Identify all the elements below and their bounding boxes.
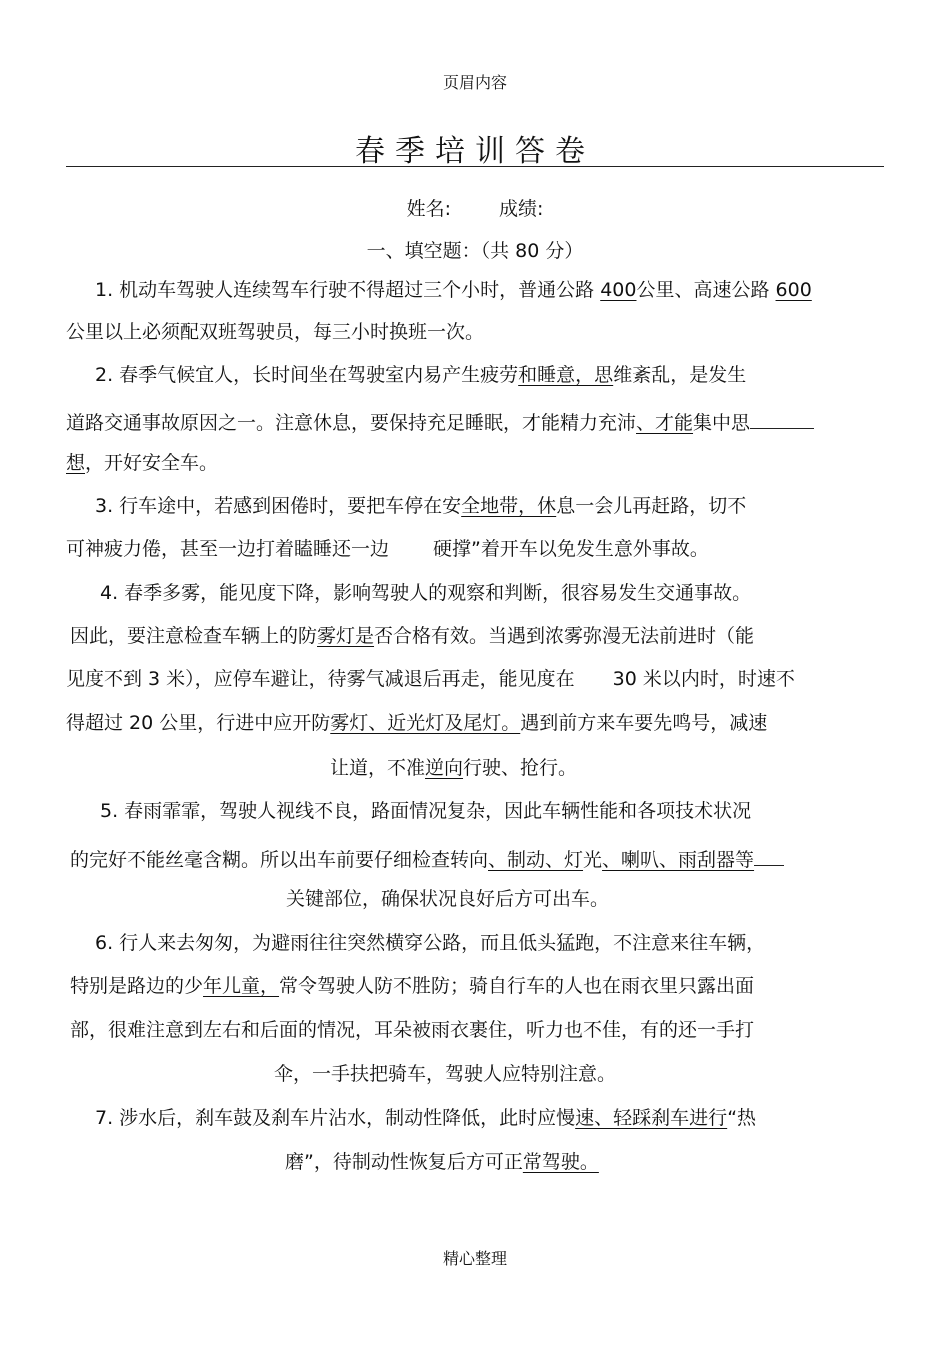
question-7-line-1	[95, 1107, 756, 1129]
question-6-line-3: 部，很难注意到左右和后面的情况，耳朵被雨衣裹住，听力也不佳，有的还一手打	[70, 1019, 755, 1041]
text-segment: 常令驾驶人防不胜防；骑自行车的人也在雨衣里只露出面	[279, 975, 755, 997]
answer-blank: 速、轻踩刹车进行	[575, 1107, 728, 1129]
document-title: 春季培训答卷	[355, 134, 595, 169]
text-segment: 行驶、抢行。	[463, 757, 578, 779]
text-segment: 让道，不准	[330, 757, 426, 779]
question-4-line-5	[330, 757, 577, 779]
answer-blank: 常驾驶。	[522, 1151, 599, 1173]
question-4-line-1: 4. 春季多雾，能见度下降，影响驾驶人的观察和判断，很容易发生交通事故。	[100, 582, 752, 604]
text-segment: 否合格有效。当遇到浓雾弥漫无法前进时（能	[374, 625, 755, 647]
text-segment: 维紊乱，是发生	[613, 364, 747, 386]
question-4-line-3: 见度不到 3 米），应停车避让，待雾气减退后再走，能见度在 30 米以内时，时速不	[66, 668, 795, 690]
answer-blank: 想	[66, 452, 86, 474]
text-segment: 的完好不能丝毫含糊。所以出车前要仔细检查转向	[70, 849, 489, 871]
question-6-line-4: 伞，一手扶把骑车，驾驶人应特别注意。	[274, 1063, 617, 1085]
question-5-line-1: 5. 春雨霏霏，驾驶人视线不良，路面情况复杂，因此车辆性能和各项技术状况	[100, 800, 752, 822]
section-heading: 一、填空题：（共 80 分）	[366, 240, 584, 262]
question-1-line-2: 公里以上必须配双班驾驶员，每三小时换班一次。	[66, 321, 485, 343]
answer-blank: 雾灯、近光灯及尾灯。	[330, 712, 521, 734]
answer-blank: 雾灯是	[317, 625, 375, 647]
name-label: 姓名:	[406, 198, 451, 220]
question-6-line-1: 6. 行人来去匆匆，为避雨往往突然横穿公路，而且低头猛跑，不注意来往车辆，	[95, 932, 766, 954]
question-4-line-2	[70, 625, 754, 647]
page-header: 页眉内容	[442, 73, 507, 92]
text-segment: 7. 涉水后，刹车鼓及刹车片沾水，制动性降低，此时应慢	[95, 1107, 576, 1129]
text-segment: 1. 机动车驾驶人连续驾车行驶不得超过三个小时，普通公路	[95, 279, 601, 301]
question-1-line-1	[95, 279, 812, 301]
answer-blank: 600	[775, 279, 812, 301]
question-4-line-4	[66, 712, 767, 734]
text-segment: 集中思	[693, 412, 751, 434]
text-segment: ，开好安全车。	[85, 452, 219, 474]
question-5-line-2	[70, 845, 784, 871]
text-segment: 公里、高速公路	[636, 279, 776, 301]
answer-blank: 全地带，休	[461, 495, 557, 517]
text-segment: 3. 行车途中，若感到困倦时，要把车停在安	[95, 495, 462, 517]
question-2-line-2	[66, 408, 814, 434]
answer-blank: 逆向	[425, 757, 464, 779]
text-segment: 息一会儿再赶路，切不	[556, 495, 747, 517]
text-segment: 磨”，待制动性恢复后方可正	[285, 1151, 523, 1173]
student-info	[0, 194, 950, 221]
text-segment: 因此，要注意检查车辆上的防	[70, 625, 318, 647]
text-segment: 得超过 20 公里，行进中应开防	[66, 712, 331, 734]
answer-blank: 400	[600, 279, 637, 301]
answer-blank: 和睡意，思	[518, 364, 614, 386]
text-segment: 遇到前方来车要先鸣号，减速	[520, 712, 768, 734]
question-3-line-1	[95, 495, 746, 517]
answer-blank: 年儿童，	[203, 975, 280, 997]
text-segment: 特别是路边的少	[70, 975, 204, 997]
score-label: 成绩:	[499, 198, 544, 220]
question-5-line-3: 关键部位，确保状况良好后方可出车。	[286, 888, 610, 910]
question-2-line-3	[66, 452, 218, 474]
text-segment: 光	[583, 849, 603, 871]
text-segment: 道路交通事故原因之一。注意休息，要保持充足睡眠，才能精力充沛	[66, 412, 637, 434]
text-segment: 2. 春季气候宜人，长时间坐在驾驶室内易产生疲劳	[95, 364, 519, 386]
answer-blank-line	[754, 845, 784, 866]
page-footer: 精心整理	[442, 1249, 507, 1268]
question-3-line-2: 可神疲力倦，甚至一边打着瞌睡还一边 硬撑”着开车以免发生意外事故。	[66, 538, 709, 560]
answer-blank: 、喇叭、雨刮器等	[602, 849, 755, 871]
answer-blank: 、才能	[636, 412, 694, 434]
answer-blank-line	[750, 408, 814, 429]
question-7-line-2	[285, 1151, 599, 1173]
answer-blank: 、制动、灯	[488, 849, 584, 871]
title-divider	[66, 166, 884, 167]
question-2-line-1	[95, 364, 746, 386]
question-6-line-2	[70, 975, 754, 997]
text-segment: “热	[727, 1107, 757, 1129]
